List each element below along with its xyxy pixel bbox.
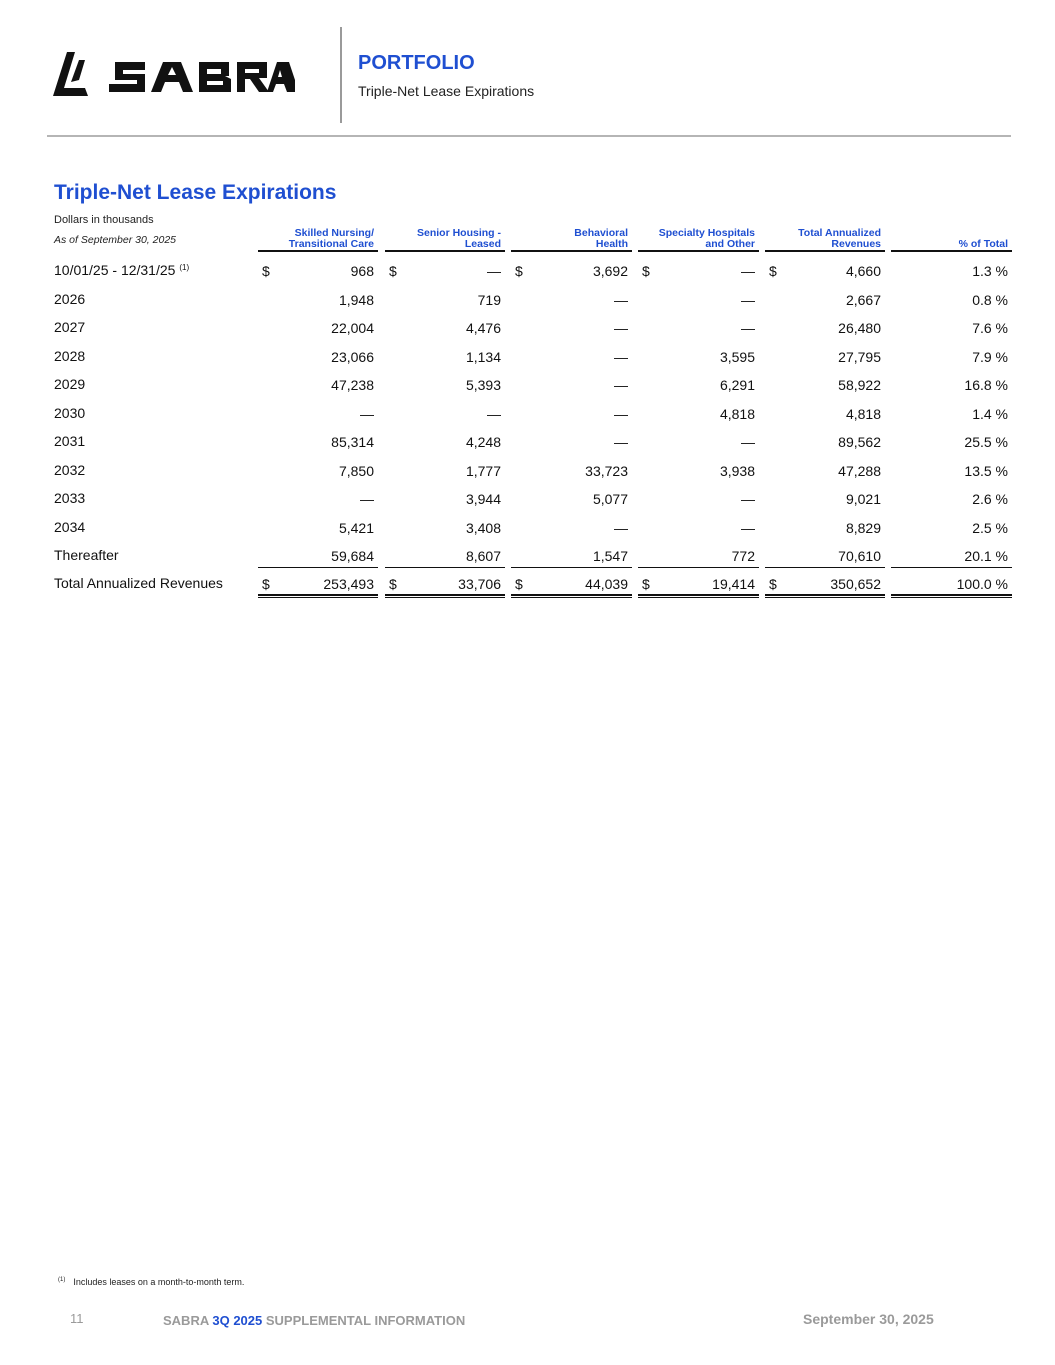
sabra-logo — [53, 52, 295, 98]
table-cell: 7.9 % — [972, 349, 1008, 365]
table-cell: — — [614, 349, 628, 365]
row-label: 2032 — [54, 462, 86, 478]
table-cell: 2,667 — [845, 292, 881, 308]
section-subtitle: Triple-Net Lease Expirations — [358, 83, 535, 99]
table-cell: 2.6 % — [972, 491, 1008, 507]
currency-symbol: $ — [642, 576, 650, 592]
currency-symbol: $ — [769, 576, 777, 592]
table-as-of: As of September 30, 2025 — [54, 234, 176, 246]
table-row — [0, 291, 1055, 319]
footer-company: SABRA — [163, 1313, 209, 1328]
currency-symbol: $ — [515, 576, 523, 592]
table-cell: 33,723 — [585, 463, 628, 479]
table-cell: — — [741, 520, 755, 536]
table-cell: 4,476 — [465, 320, 501, 336]
table-title: Triple-Net Lease Expirations — [54, 181, 337, 204]
table-cell: 27,795 — [838, 349, 881, 365]
table-cell: — — [360, 491, 374, 507]
footnote — [58, 1277, 244, 1287]
header-divider — [340, 27, 342, 123]
table-cell: — — [360, 406, 374, 422]
table-cell: 719 — [477, 292, 501, 308]
row-label: 2029 — [54, 376, 86, 392]
table-cell: 3,938 — [719, 463, 755, 479]
table-cell: 89,562 — [838, 434, 881, 450]
currency-symbol: $ — [389, 576, 397, 592]
column-header-senior-housing — [385, 224, 505, 252]
row-label: Total Annualized Revenues — [54, 575, 223, 591]
table-cell: 6,291 — [719, 377, 755, 393]
table-row — [0, 348, 1055, 376]
currency-symbol: $ — [642, 263, 650, 279]
table-row — [0, 433, 1055, 461]
footer-doc-type: SUPPLEMENTAL INFORMATION — [265, 1313, 466, 1328]
table-cell: 26,480 — [838, 320, 881, 336]
table-row — [0, 376, 1055, 404]
table-cell: 0.8 % — [972, 292, 1008, 308]
table-cell: 253,493 — [323, 576, 374, 592]
sabra-logo-mark — [53, 52, 295, 98]
table-cell: — — [741, 263, 755, 279]
row-label: 2031 — [54, 433, 86, 449]
table-cell: 9,021 — [845, 491, 881, 507]
table-cell: — — [741, 320, 755, 336]
subtotal-rule — [891, 567, 1012, 568]
table-cell: 1,948 — [338, 292, 374, 308]
table-cell: 16.8 % — [964, 377, 1008, 393]
table-cell: 20.1 % — [964, 548, 1008, 564]
subtotal-rule — [258, 567, 378, 568]
table-cell: 70,610 — [838, 548, 881, 564]
table-cell: 3,595 — [719, 349, 755, 365]
currency-symbol: $ — [389, 263, 397, 279]
table-cell: 23,066 — [331, 349, 374, 365]
table-row — [0, 547, 1055, 575]
table-row — [0, 319, 1055, 347]
table-cell: 350,652 — [830, 576, 881, 592]
footer-period: 3Q 2025 — [212, 1313, 263, 1328]
table-cell: 1,547 — [592, 548, 628, 564]
currency-symbol: $ — [262, 576, 270, 592]
table-row — [0, 262, 1055, 290]
column-header-line: % of Total — [958, 238, 1008, 250]
column-header-line: Health — [595, 238, 628, 250]
total-double-rule — [511, 594, 632, 598]
row-label: 2033 — [54, 490, 86, 506]
footnote-text: Includes leases on a month-to-month term. — [73, 1277, 245, 1287]
subtotal-rule — [765, 567, 885, 568]
footnote-mark: (1) — [58, 1277, 66, 1283]
column-header-line: and Other — [705, 238, 755, 250]
table-cell: 2.5 % — [972, 520, 1008, 536]
table-cell: — — [741, 434, 755, 450]
subtotal-rule — [638, 567, 759, 568]
table-cell: 47,288 — [838, 463, 881, 479]
table-cell: 5,421 — [338, 520, 374, 536]
table-cell: — — [614, 520, 628, 536]
total-double-rule — [765, 594, 885, 598]
table-cell: 19,414 — [712, 576, 755, 592]
header-rule — [47, 135, 1011, 137]
column-header-skilled-nursing — [258, 224, 378, 252]
currency-symbol: $ — [262, 263, 270, 279]
table-cell: 1,777 — [465, 463, 501, 479]
column-header-line: Specialty Hospitals — [658, 227, 755, 239]
footnote-ref: (1) — [179, 263, 190, 272]
column-header-line: Total Annualized — [798, 227, 881, 239]
table-cell: 25.5 % — [964, 434, 1008, 450]
table-cell: — — [741, 292, 755, 308]
table-cell: 22,004 — [331, 320, 374, 336]
footer-title — [163, 1313, 465, 1328]
table-cell: 4,660 — [845, 263, 881, 279]
row-label: Thereafter — [54, 547, 119, 563]
table-cell: 7,850 — [338, 463, 374, 479]
table-cell: — — [487, 263, 501, 279]
table-cell: 7.6 % — [972, 320, 1008, 336]
row-label: 2030 — [54, 405, 86, 421]
table-cell: 4,818 — [845, 406, 881, 422]
table-cell: — — [614, 434, 628, 450]
subtotal-rule — [385, 567, 505, 568]
footer-date: September 30, 2025 — [803, 1311, 934, 1327]
section-title: PORTFOLIO — [358, 52, 475, 74]
table-cell: 968 — [350, 263, 374, 279]
table-row — [0, 405, 1055, 433]
table-cell: 3,408 — [465, 520, 501, 536]
column-header-line: Transitional Care — [288, 238, 374, 250]
column-header-total-revenues — [765, 224, 885, 252]
table-units: Dollars in thousands — [54, 214, 154, 226]
table-cell: 33,706 — [458, 576, 501, 592]
table-row — [0, 519, 1055, 547]
table-cell: 4,248 — [465, 434, 501, 450]
total-double-rule — [385, 594, 505, 598]
table-cell: 44,039 — [585, 576, 628, 592]
row-label: 2026 — [54, 291, 86, 307]
total-double-rule — [638, 594, 759, 598]
page-number: 11 — [70, 1311, 84, 1326]
table-cell: — — [614, 406, 628, 422]
column-header-line: Skilled Nursing/ — [294, 227, 374, 239]
table-cell: — — [614, 377, 628, 393]
table-cell: 1,134 — [465, 349, 501, 365]
row-label: 2027 — [54, 319, 86, 335]
table-row — [0, 462, 1055, 490]
column-header-specialty-hospitals — [638, 224, 759, 252]
table-row — [0, 490, 1055, 518]
row-label-text: 10/01/25 - 12/31/25 — [54, 262, 176, 278]
table-row-total — [0, 575, 1055, 603]
currency-symbol: $ — [769, 263, 777, 279]
subtotal-rule — [511, 567, 632, 568]
column-header-line: Senior Housing - — [417, 227, 501, 239]
table-cell: 100.0 % — [956, 576, 1008, 592]
column-header-percent-total — [891, 224, 1012, 252]
table-cell: 47,238 — [331, 377, 374, 393]
column-header-line: Leased — [464, 238, 501, 250]
table-cell: 1.4 % — [972, 406, 1008, 422]
total-double-rule — [891, 594, 1012, 598]
table-cell: 85,314 — [331, 434, 374, 450]
table-cell: — — [741, 491, 755, 507]
table-cell: 772 — [731, 548, 755, 564]
table-cell: 8,829 — [845, 520, 881, 536]
table-cell: — — [614, 320, 628, 336]
row-label — [54, 262, 189, 278]
table-cell: 13.5 % — [964, 463, 1008, 479]
row-label: 2034 — [54, 519, 86, 535]
table-cell: — — [614, 292, 628, 308]
table-cell: 1.3 % — [972, 263, 1008, 279]
table-cell: 59,684 — [331, 548, 374, 564]
column-header-line: Behavioral — [574, 227, 628, 239]
table-cell: 58,922 — [838, 377, 881, 393]
column-header-line: Revenues — [831, 238, 881, 250]
column-header-behavioral-health — [511, 224, 632, 252]
table-cell: 8,607 — [465, 548, 501, 564]
table-cell: — — [487, 406, 501, 422]
currency-symbol: $ — [515, 263, 523, 279]
total-double-rule — [258, 594, 378, 598]
table-cell: 4,818 — [719, 406, 755, 422]
table-cell: 3,692 — [592, 263, 628, 279]
table-cell: 5,077 — [592, 491, 628, 507]
table-cell: 5,393 — [465, 377, 501, 393]
row-label: 2028 — [54, 348, 86, 364]
table-cell: 3,944 — [465, 491, 501, 507]
